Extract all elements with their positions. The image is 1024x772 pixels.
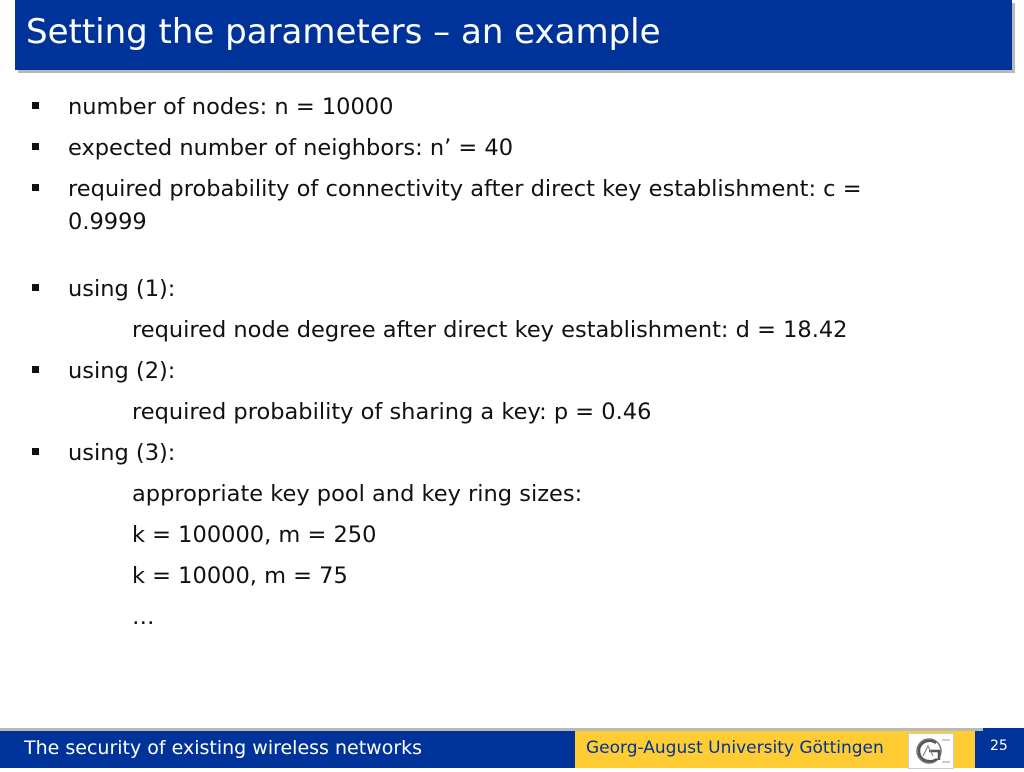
bullet-marker [32,366,39,373]
sub-item-k100000: k = 100000, m = 250 [132,522,377,548]
sub-item-pool-ring-sizes: appropriate key pool and key ring sizes: [132,481,583,507]
bullet-item-neighbors: expected number of neighbors: n’ = 40 [68,135,514,161]
bullet-item-using-2: using (2): [68,358,176,384]
bullet-marker [32,284,39,291]
sub-item-sharing-key: required probability of sharing a key: p = 0.46 [132,399,652,425]
university-name: Georg-August University Göttingen [586,738,884,758]
university-seal-icon [908,733,954,769]
sub-item-node-degree: required node degree after direct key establishment: d = 18.42 [132,317,848,343]
footer-university-box [575,731,975,768]
bullet-item-connectivity: required probability of connectivity after direct key establishment: c = [68,176,862,202]
slide-title: Setting the parameters – an example [26,12,661,52]
bullet-item-using-1: using (1): [68,276,176,302]
bullet-marker [32,102,39,109]
title-bar [15,0,1012,70]
bullet-item-using-3: using (3): [68,440,176,466]
bullet-marker [32,184,39,191]
bullet-item-connectivity-cont: 0.9999 [68,209,147,235]
bullet-item-nodes: number of nodes: n = 10000 [68,94,394,120]
sub-item-ellipsis: … [132,604,155,630]
sub-item-k10000: k = 10000, m = 75 [132,563,348,589]
bullet-marker [32,143,39,150]
page-number: 25 [990,738,1008,754]
bullet-marker [32,448,39,455]
footer-course-title: The security of existing wireless networks [24,737,423,759]
